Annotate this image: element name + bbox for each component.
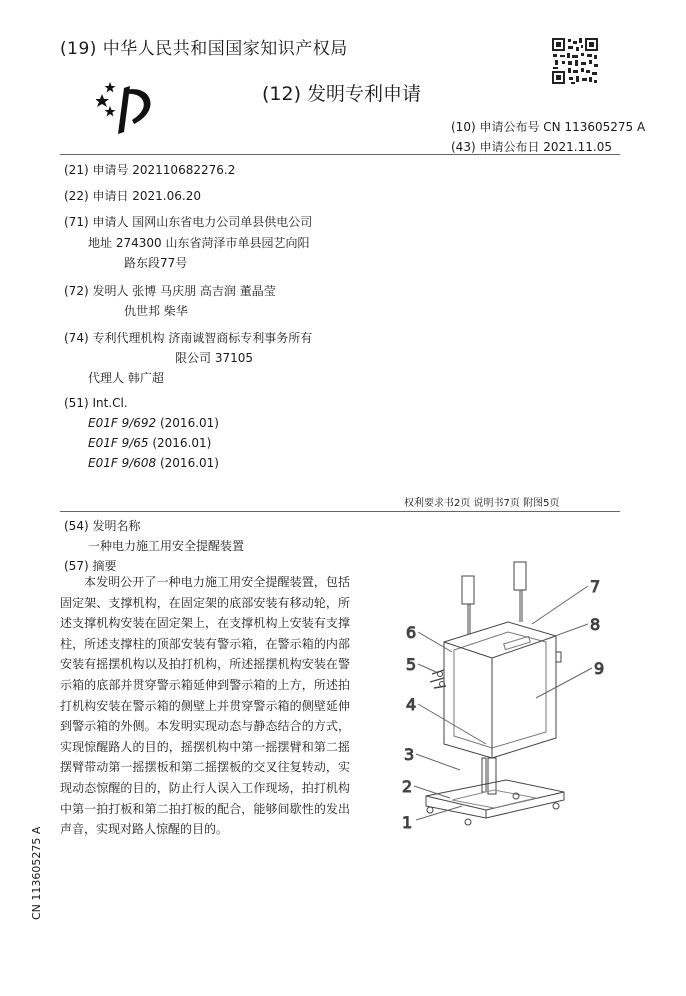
side-publication-number: CN 113605275 A	[30, 826, 43, 920]
inventors-line-2: 仇世邦 柴华	[124, 304, 188, 318]
warning-box	[444, 622, 556, 758]
ipc-classification: E01F 9/65 (2016.01)	[88, 436, 212, 450]
address-line-2: 路东段77号	[124, 256, 188, 270]
application-date: (22) 申请日 2021.06.20	[64, 189, 201, 203]
patent-drawing	[396, 548, 626, 838]
wheel	[427, 807, 433, 813]
int-cl-label: (51) Int.Cl.	[64, 396, 128, 410]
invention-title: 一种电力施工用安全提醒装置	[88, 539, 245, 553]
figure-label: 8	[590, 615, 601, 634]
wheel	[553, 803, 559, 809]
application-number: (21) 申请号 202110682276.2	[64, 163, 236, 177]
agency-line-1: (74) 专利代理机构 济南诚智商标专利事务所有	[64, 331, 313, 345]
page-summary: 权利要求书2页 说明书7页 附图5页	[404, 498, 560, 509]
abstract-label: (57) 摘要	[64, 559, 117, 573]
warning-sign	[462, 576, 474, 604]
publication-date: (43) 申请公布日 2021.11.05	[451, 140, 612, 154]
publication-number: (10) 申请公布号 CN 113605275 A	[451, 120, 646, 134]
inventors-line-1: (72) 发明人 张博 马庆朋 高吉润 董晶莹	[64, 284, 276, 298]
ipc-classification: E01F 9/608 (2016.01)	[88, 456, 219, 470]
figure-label: 7	[590, 577, 601, 596]
qr-code-icon	[551, 37, 599, 85]
title-label: (54) 发明名称	[64, 519, 141, 533]
support-column	[488, 758, 496, 794]
figure-label: 9	[594, 659, 605, 678]
figure-label: 4	[406, 695, 417, 714]
figure-label: 3	[404, 745, 415, 764]
applicant: (71) 申请人 国网山东省电力公司单县供电公司	[64, 215, 313, 229]
figure-label: 5	[406, 655, 417, 674]
abstract-text: 本发明公开了一种电力施工用安全提醒装置，包括固定架、支撑机构，在固定架的底部安装有移动轮，所述支撑机构安装在固定架上，在支撑机构上安装有支撑柱，所述支撑柱的顶部安装有警示箱，在警示箱的内部安装有摇摆机构以及拍打机构，所述摇摆机构安装在警示箱的底部并贯穿警示箱延伸到警示箱的上方，所述拍打机构安装在警示箱的侧壁上并贯穿警示箱的侧壁延伸到警示箱的外侧。本发明实现动态与静态结合的方式，实现惊醒路人的目的，摇摆机构中第一摇摆臂和第二摇摆臂带动第一摇摆板和第二摇摆板的交叉往复转动，实现动态惊醒的目的，防止行人误入工作现场，拍打机构中第一拍打板和第二拍打板的配合，能够间歇性的发出声音，实现对路人惊醒的目的。	[60, 575, 350, 837]
wheel	[465, 819, 471, 825]
figure-label: 6	[406, 623, 417, 642]
address-line-1: 地址 274300 山东省菏泽市单县园艺向阳	[88, 236, 310, 250]
document-type: (12) 发明专利申请	[262, 83, 422, 105]
cnipa-logo-icon	[96, 80, 166, 136]
base-frame	[426, 780, 564, 818]
ipc-classification: E01F 9/692 (2016.01)	[88, 416, 219, 430]
header-divider	[60, 154, 620, 155]
warning-sign	[514, 562, 526, 590]
figure-label: 1	[402, 813, 413, 832]
figure-label: 2	[402, 777, 413, 796]
summary-divider	[60, 511, 620, 512]
office-header: (19) 中华人民共和国国家知识产权局	[60, 39, 348, 59]
agency-line-2: 限公司 37105	[175, 351, 253, 365]
agent: 代理人 韩广超	[88, 371, 164, 385]
